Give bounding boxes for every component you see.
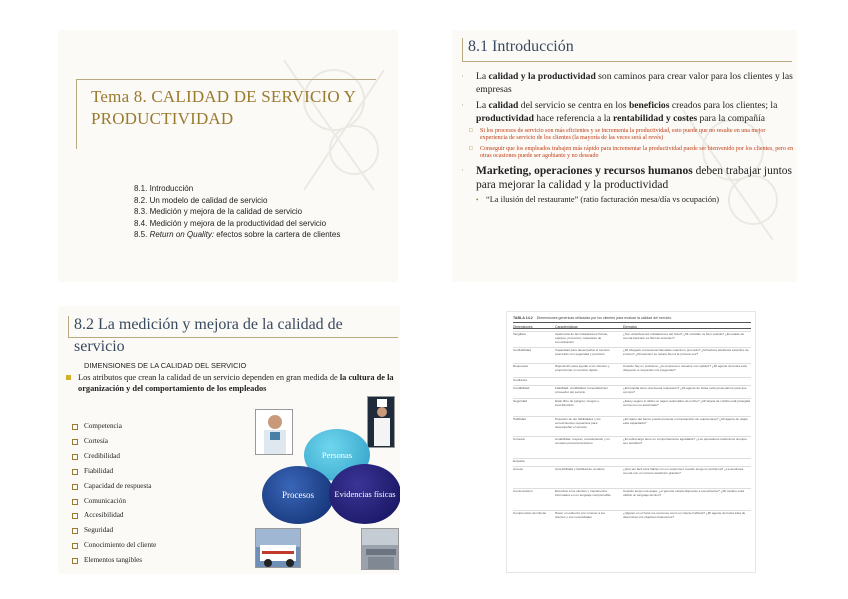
sub-bullet: □ Conseguir que los empleados trabajen más rápido para incrementar la productividad puede ser bienvenido por los clientes, pero en otras ocasiones puede ser agobiante y no deseado xyxy=(469,145,794,160)
agenda-item: 8.2. Un modelo de calidad de servicio xyxy=(134,195,268,205)
table-cell: Respuesta xyxy=(513,364,528,368)
office-photo xyxy=(361,528,399,570)
agenda-item: 8.1. Introducción xyxy=(134,184,194,193)
attribute-item: Accesibilidad xyxy=(72,508,156,523)
slide1-title: Tema 8. CALIDAD DE SERVICIO Y PRODUCTIVIDAD xyxy=(91,87,356,128)
attribute-item: Conocimiento del cliente xyxy=(72,538,156,553)
slide-medicion-calidad xyxy=(58,306,400,574)
table-row xyxy=(513,488,751,510)
table-row xyxy=(513,347,751,363)
table-row xyxy=(513,510,751,532)
table-cell: ¿Qué tan fácil será hablar con un supervisor cuando tenga un problema? ¿La aerolínea cuenta con un número telefónico gratuito? xyxy=(623,467,744,476)
agenda-item: 8.4. Medición y mejora de la productividad del servicio xyxy=(134,218,327,228)
attribute-item: Seguridad xyxy=(72,523,156,538)
slide3-subtitle: DIMENSIONES DE LA CALIDAD DEL SERVICIO xyxy=(84,361,247,370)
header-dimensiones: Dimensiones xyxy=(513,324,533,329)
attribute-item: Capacidad de respuesta xyxy=(72,479,156,494)
table-row xyxy=(513,398,751,416)
header-ejemplos: Ejemplos xyxy=(623,324,637,329)
table-cell: Empatía xyxy=(513,459,525,463)
table-cell: ¿El cajero del banco puede procesar mi transacción sin equivocarse? ¿Mi agente de viajes está capacitado? xyxy=(623,417,748,426)
table-header xyxy=(513,322,751,329)
ambulance-photo xyxy=(255,528,301,568)
table-cell: Acceso xyxy=(513,467,524,471)
chef-photo xyxy=(367,396,395,448)
procesos-circle: Procesos xyxy=(262,466,334,524)
title-rule-horizontal xyxy=(76,79,376,80)
square-bullet-icon: □ xyxy=(469,145,473,152)
table-cell: Estar libre de peligros, riesgos o incertidumbre xyxy=(555,399,600,408)
slide-quality-dimensions-table xyxy=(506,311,756,573)
header-caracteristicas: Características xyxy=(555,324,578,329)
table-caption: TABLA 14.2 Dimensiones genéricas utilizadas por los clientes para evaluar la calidad del servicio xyxy=(513,316,672,320)
table-cell: Apariencia de las instalaciones físicas, equipos, personal y materiales de comunicación xyxy=(555,332,608,345)
square-bullet-icon xyxy=(66,375,71,380)
table-row xyxy=(513,331,751,347)
table-cell: Fiabilidad, credibilidad, honestidad del proveedor del servicio xyxy=(555,386,608,395)
bullet: · Marketing, operaciones y recursos humanos deben trabajar juntos para mejorar la calidad y la productividad xyxy=(461,164,792,191)
table-cell: Disposición para ayudar a los clientes y proporcionar un servicio rápido xyxy=(555,364,610,373)
table-cell: Seguridad xyxy=(513,399,528,403)
attribute-item: Comunicación xyxy=(72,494,156,509)
attribute-item: Competencia xyxy=(72,419,156,434)
table-cell: Escuchar a los clientes y mantenerlos informados en un lenguaje comprensible xyxy=(555,489,611,498)
table-cell: Comunicación xyxy=(513,489,533,493)
personas-circle: Personas xyxy=(304,429,370,481)
slide2-title: 8.1 Introducción xyxy=(468,38,574,55)
table-cell: Confianza xyxy=(513,378,527,382)
table-cell: ¿El hospital tiene una buena reputación? ¿Mi agente de bolsa evita presionarme para que compre? xyxy=(623,386,747,395)
table-cell: Credibilidad xyxy=(513,386,530,390)
bullet-dot-icon: · xyxy=(461,100,464,110)
table-cell: ¿Estoy seguro si utilizo un cajero automático de noche? ¿Mi tarjeta de crédito está protegida contra uso no autorizado? xyxy=(623,399,751,408)
slide2-body xyxy=(458,70,794,205)
slide-title xyxy=(58,30,398,282)
table-cell: ¿Alguien en el hotel me reconoce como un cliente habitual? ¿Mi agente de bolsa trata de determinar mis objetivos financieros? xyxy=(623,511,746,520)
attribute-item: Elementos tangibles xyxy=(72,553,156,568)
agenda-item: 8.3. Medición y mejora de la calidad de servicio xyxy=(134,207,303,217)
table-row xyxy=(513,458,751,466)
table-cell: ¿Mi abogado contesta las llamadas cuando lo prometió? ¿Mi factura telefónica está libre de errores? ¿Mi televisor se repara bien a la primera vez? xyxy=(623,348,749,357)
doctor-photo xyxy=(255,409,293,455)
sub-bullet: • “La ilusión del restaurante” (ratio facturación mesa/día vs ocupación) xyxy=(476,194,720,204)
table-cell: Capacidad para desempeñar el servicio prometido con seguridad y precisión xyxy=(555,348,610,357)
table-row xyxy=(513,436,751,458)
table-row xyxy=(513,363,751,377)
evidencias-fisicas-circle: Evidencias físicas xyxy=(329,464,400,524)
table-cell: Posesión de las habilidades y los conocimientos requeridos para desempeñar el servicio xyxy=(555,417,601,430)
table-cell: Cortesía xyxy=(513,437,525,441)
bullet-dot-icon: · xyxy=(461,164,464,175)
attribute-item: Cortesía xyxy=(72,434,156,449)
title-rule-vertical xyxy=(76,79,77,149)
slide3-title: 8.2 La medición y mejora de la calidad de servicio xyxy=(74,316,343,355)
agenda-item: 8.5. Return on Quality: efectos sobre la cartera de clientes xyxy=(134,230,341,240)
slide-introduccion xyxy=(452,30,797,282)
table-cell: Comprensión del cliente xyxy=(513,511,547,515)
table-row xyxy=(513,466,751,488)
table-row xyxy=(513,377,751,385)
table-cell: Cuando tengo una queja, ¿el gerente estará dispuesto a escucharme? ¿Mi médico evita utilizar un lenguaje técnico? xyxy=(623,489,745,498)
bullet: · La calidad del servicio se centra en los beneficios creados para los clientes; la productividad hace referencia a la rentabilidad y costes para la compañía xyxy=(461,100,778,124)
table-cell: Accesibilidad y facilidad de contacto xyxy=(555,467,605,471)
table-row xyxy=(513,385,751,398)
slide3-lead: Los atributos que crean la calidad de un servicio dependen en gran medida de la cultura de la organización y del comportamiento de los empleados xyxy=(64,372,398,394)
table-cell: Confiabilidad xyxy=(513,348,531,352)
table-cell: Hacer un esfuerzo por conocer a los clientes y sus necesidades xyxy=(555,511,605,520)
bullet-dot-icon: · xyxy=(461,71,464,81)
table-cell: Amabilidad, respeto, consideración y un contacto personal amistoso xyxy=(555,437,610,446)
table-cell: ¿Son atractivas las instalaciones del hotel? ¿Mi contable va bien vestido? ¿El estado de cuenta bancario es fácil de entender? xyxy=(623,332,745,341)
table-cell: ¿El sobrecargo tiene un comportamiento agradable? ¿Los operadores telefónicos siempre son amables? xyxy=(623,437,747,446)
table-cell: Cuando hay un problema, ¿la empresa lo resuelve con rapidez? ¿Mi agente de bolsa está dispuesto a responder mis preguntas? xyxy=(623,364,747,373)
sub-bullet: □ Si los procesos de servicio son más eficientes y se incrementa la productividad, esto puede que no resulte en una mejor experiencia de servicio de los clientes (la mayoría de las veces será al revés) xyxy=(469,128,766,142)
square-bullet-icon: □ xyxy=(469,128,473,134)
table-row xyxy=(513,416,751,436)
bullet: · La calidad y la productividad son caminos para crear valor para los clientes y las empresas xyxy=(461,71,793,95)
attribute-item: Credibilidad xyxy=(72,449,156,464)
table-cell: Tangibles xyxy=(513,332,527,336)
bullet-dot-icon: • xyxy=(476,195,479,204)
quality-attributes-list xyxy=(72,419,156,568)
agenda-list xyxy=(134,183,340,241)
attribute-item: Fiabilidad xyxy=(72,464,156,479)
table-cell: Habilidad xyxy=(513,417,526,421)
